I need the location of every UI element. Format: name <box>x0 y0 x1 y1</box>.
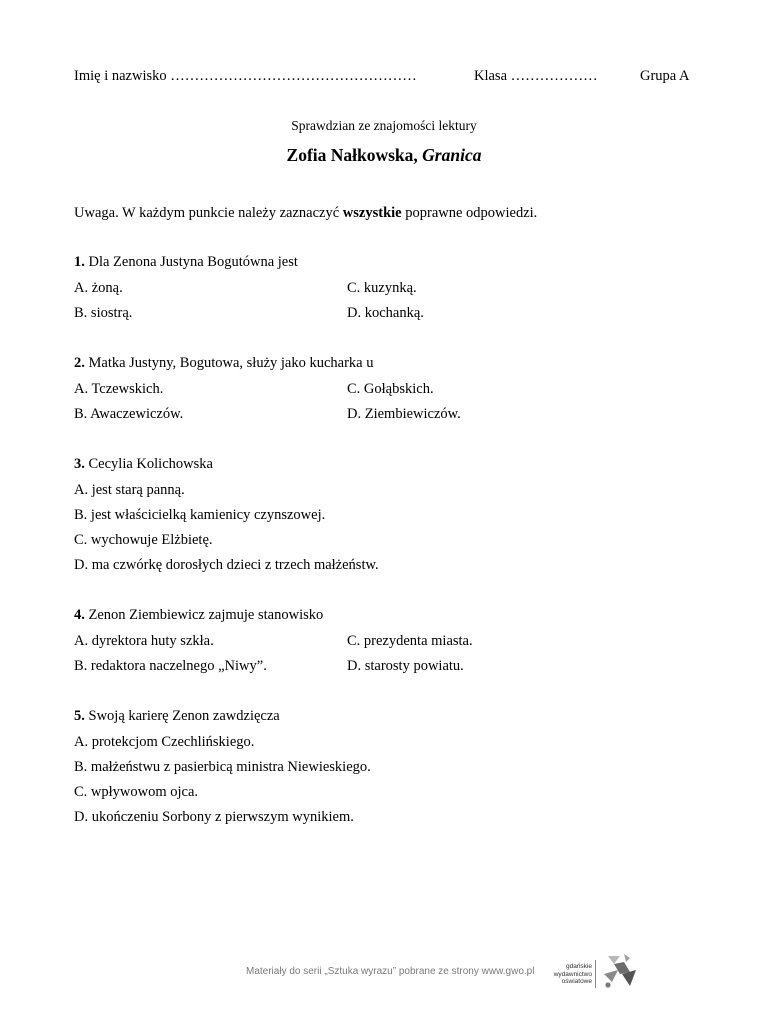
answer-1b[interactable]: B. siostrą. <box>74 305 133 321</box>
question-2 <box>74 355 373 375</box>
question-text: Cecylia Kolichowska <box>84 456 213 472</box>
question-text: Dla Zenona Justyna Bogutówna jest <box>84 254 298 270</box>
question-number: 5. <box>74 708 85 724</box>
answer-3d[interactable]: D. ma czwórkę dorosłych dzieci z trzech małżeństw. <box>74 557 379 573</box>
answer-2a[interactable]: A. Tczewskich. <box>74 381 164 397</box>
answer-1c[interactable]: C. kuzynką. <box>347 280 417 296</box>
group-label: Grupa A <box>640 68 690 84</box>
question-number: 2. <box>74 355 85 371</box>
logo-line-1: gdańskie <box>565 963 592 970</box>
answer-3c[interactable]: C. wychowuje Elżbietę. <box>74 532 213 548</box>
answer-4a[interactable]: A. dyrektora huty szkła. <box>74 633 214 649</box>
question-text: Swoją karierę Zenon zawdzięcza <box>84 708 280 724</box>
answer-3b[interactable]: B. jest właścicielką kamienicy czynszowej. <box>74 507 326 523</box>
publisher-logo <box>544 950 644 990</box>
question-number: 4. <box>74 607 85 623</box>
answer-5b[interactable]: B. małżeństwu z pasierbicą ministra Niewieskiego. <box>74 759 371 775</box>
footer-source-text: Materiały do serii „Sztuka wyrazu” pobrane ze strony www.gwo.pl <box>246 966 535 977</box>
question-3 <box>74 456 213 476</box>
class-label: Klasa <box>474 68 508 84</box>
answer-5c[interactable]: C. wpływowom ojca. <box>74 784 199 800</box>
answer-4d[interactable]: D. starosty powiatu. <box>347 658 464 674</box>
class-dots: ……………… <box>510 68 598 84</box>
title-author: Zofia Nałkowska, <box>286 145 418 165</box>
answer-1a[interactable]: A. żoną. <box>74 280 123 296</box>
name-field <box>74 68 417 85</box>
answer-3a[interactable]: A. jest starą panną. <box>74 482 185 498</box>
note-bold: wszystkie <box>342 205 402 221</box>
logo-line-2: wydawnictwo <box>553 970 592 978</box>
note-before: Uwaga. W każdym punkcie należy zaznaczyć <box>74 205 343 221</box>
answer-5a[interactable]: A. protekcjom Czechlińskiego. <box>74 734 255 750</box>
instruction-note <box>74 205 537 222</box>
logo-divider <box>595 960 596 988</box>
question-5 <box>74 708 280 728</box>
question-1 <box>74 254 298 274</box>
question-4 <box>74 607 323 627</box>
name-label: Imię i nazwisko <box>74 68 167 84</box>
question-number: 1. <box>74 254 85 270</box>
answer-2d[interactable]: D. Ziembiewiczów. <box>347 406 461 422</box>
answer-2b[interactable]: B. Awaczewiczów. <box>74 406 184 422</box>
answer-4c[interactable]: C. prezydenta miasta. <box>347 633 473 649</box>
test-subtitle: Sprawdzian ze znajomości lektury <box>291 118 477 133</box>
test-title <box>0 145 768 166</box>
question-text: Zenon Ziembiewicz zajmuje stanowisko <box>84 607 324 623</box>
logo-line-3: oświatowe <box>561 978 592 985</box>
answer-5d[interactable]: D. ukończeniu Sorbony z pierwszym wynikiem. <box>74 809 354 825</box>
class-field <box>474 68 598 85</box>
title-work: Granica <box>422 145 482 165</box>
answer-4b[interactable]: B. redaktora naczelnego „Niwy”. <box>74 658 267 674</box>
answer-2c[interactable]: C. Gołąbskich. <box>347 381 434 397</box>
question-number: 3. <box>74 456 85 472</box>
logo-text <box>532 963 592 986</box>
answer-1d[interactable]: D. kochanką. <box>347 305 424 321</box>
note-after: poprawne odpowiedzi. <box>401 205 538 221</box>
question-text: Matka Justyny, Bogutowa, służy jako kucharka u <box>84 355 374 371</box>
name-dots: …………………………………………… <box>170 68 417 84</box>
gwo-mark-icon <box>600 952 640 990</box>
student-header <box>74 68 696 88</box>
